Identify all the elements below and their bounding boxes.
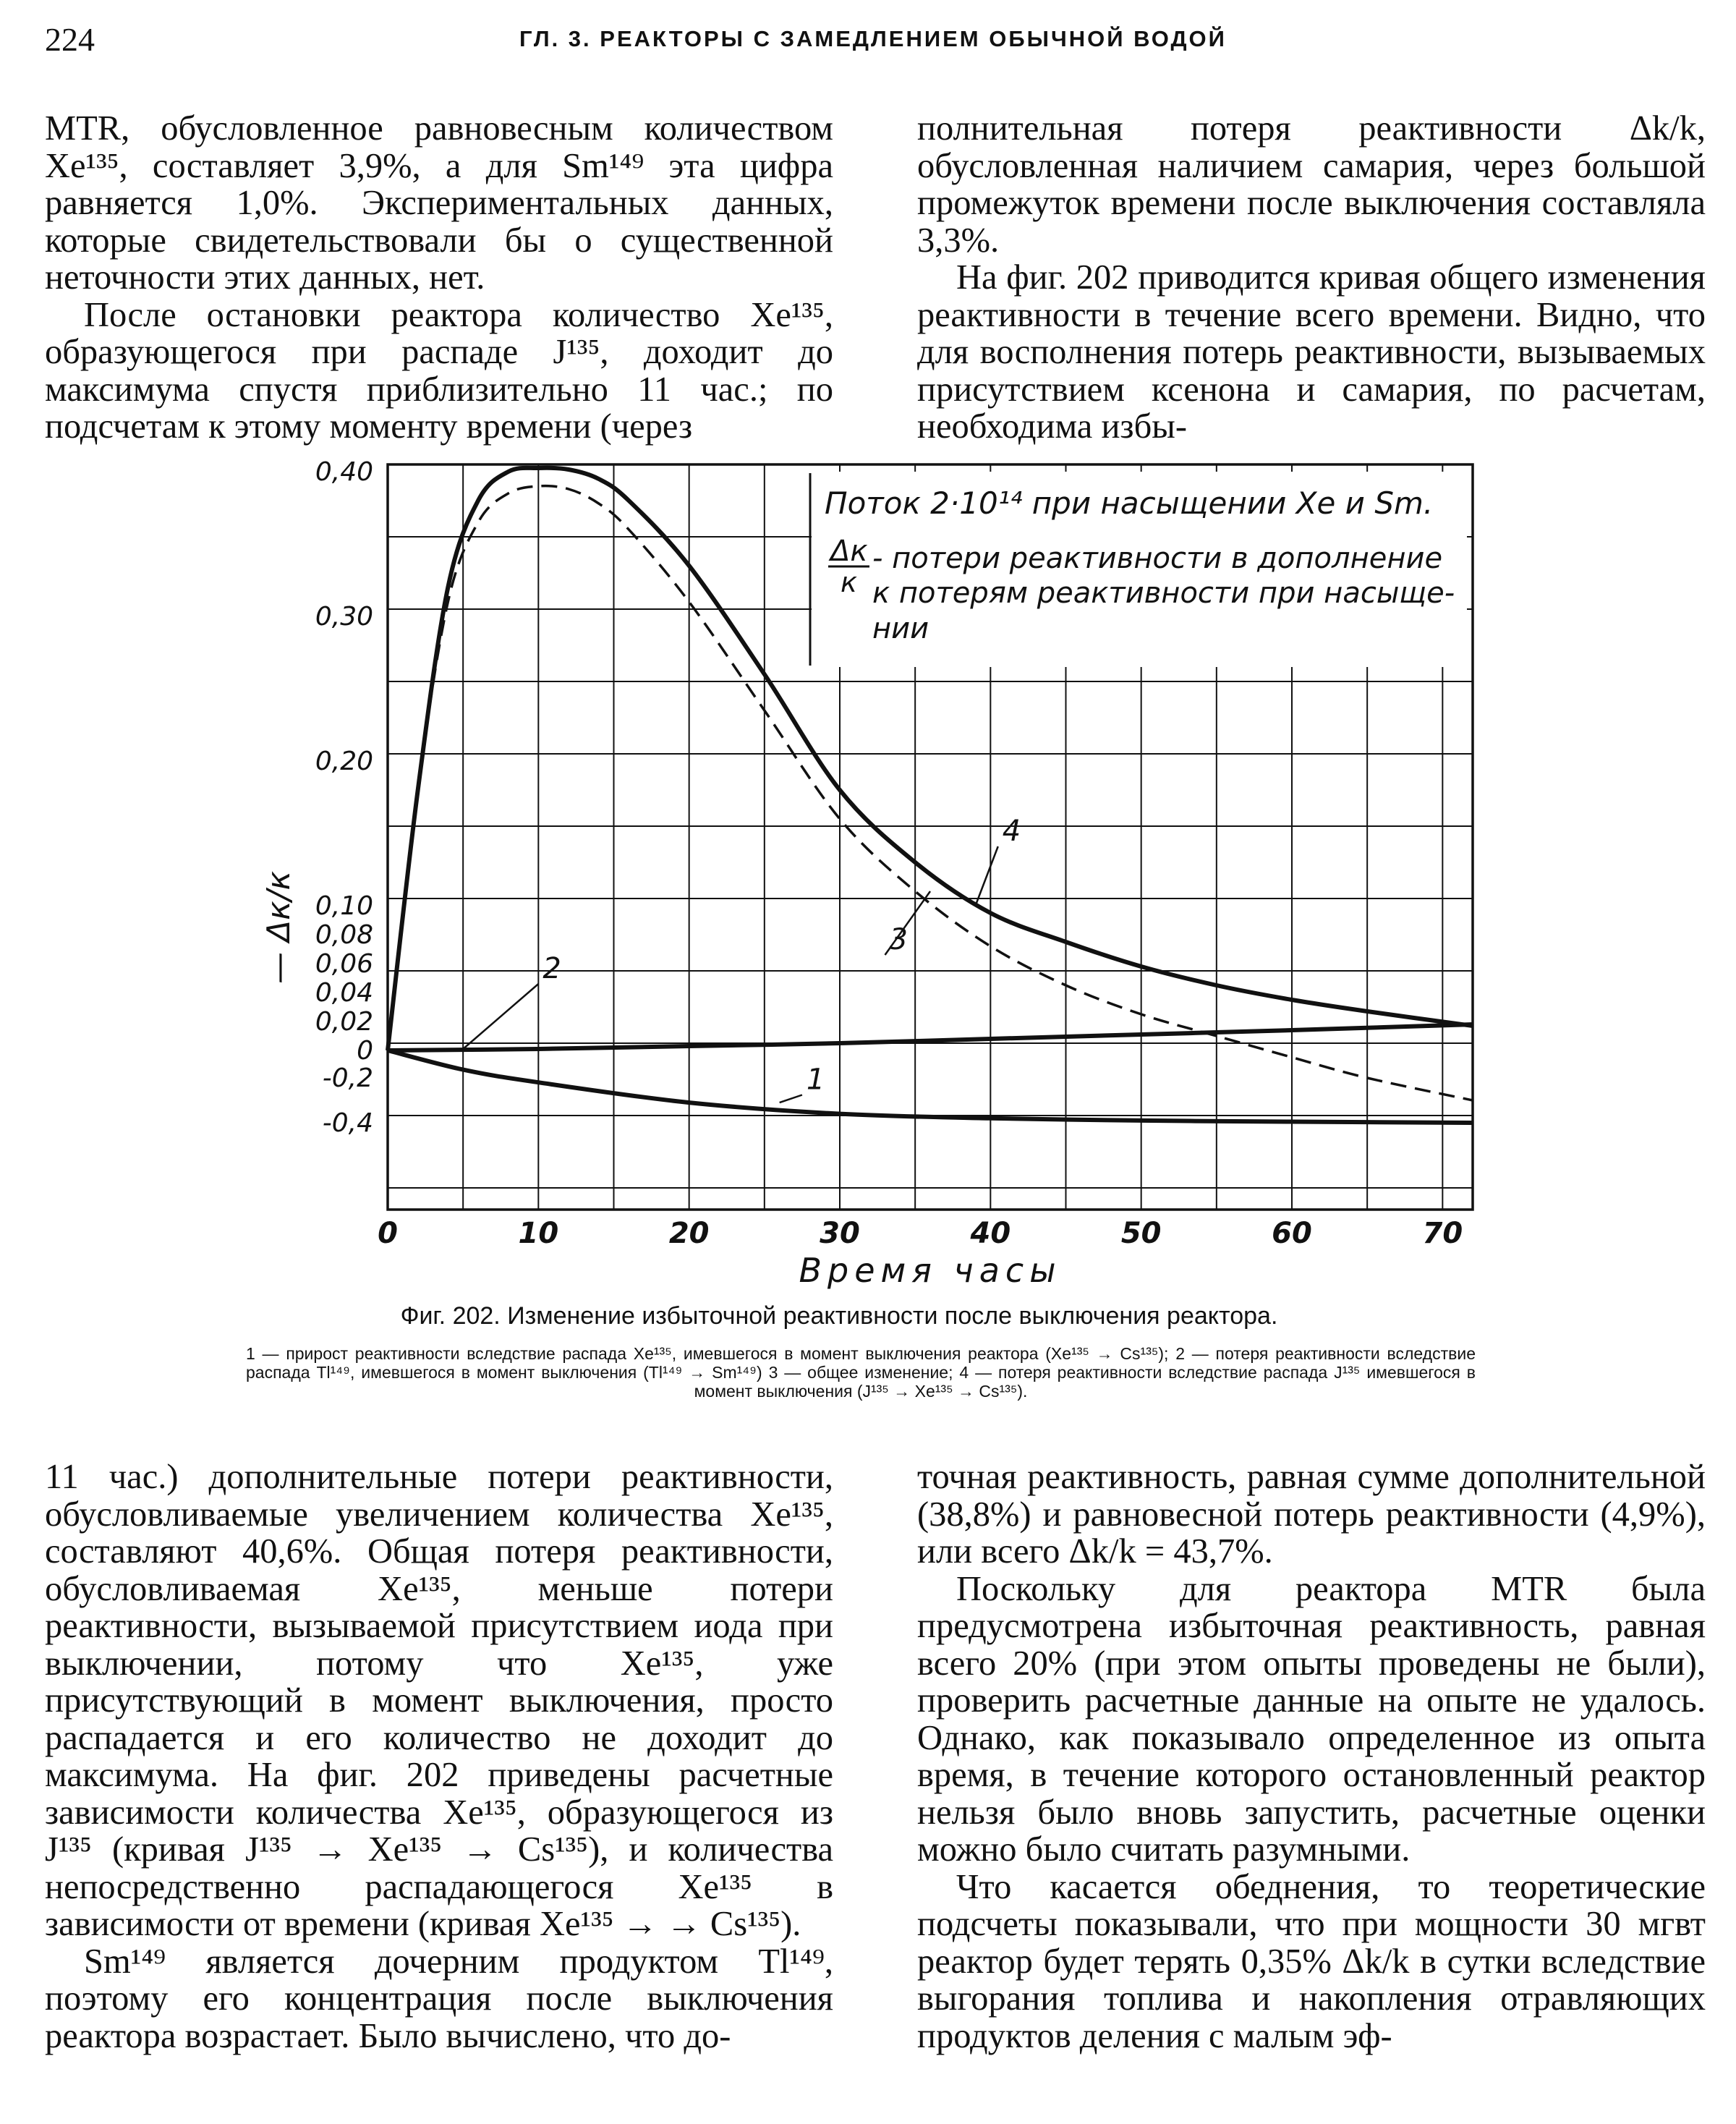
x-tick-label: 0 [378, 1217, 398, 1250]
y-tick-label: -0,4 [322, 1108, 373, 1138]
y-tick-label: 0,06 [315, 949, 373, 979]
paragraph: Что касается обеднения, то теоретические подсчеты показывали, что при мощности 30 мгвт реактор будет терять 0,35% Δk/k в сутки вследствие выгорания топлива и накопления отравляющих продуктов деления с малым эф- [917, 1867, 1706, 2055]
reactivity-chart [246, 449, 1519, 1295]
paragraph: точная реактивность, равная сумме дополнительной (38,8%) и равновесной потерь реактивности (4,9%), или всего Δk/k = 43,7%. [917, 1458, 1706, 1571]
y-tick-label: 0,04 [315, 978, 373, 1008]
paragraph: 11 час.) дополнительные потери реактивности, обусловливаемые увеличением количества Xe¹³⁵, составляют 40,6%. Общая потеря реактивности, обусловливаемая Xe¹³⁵, меньше потери реактивности, вызываемой присутствием иода при выключении, потому что Xe¹³⁵, уже присутствующий в момент выключения, просто распадается и его количество не доходит до максимума. На фиг. 202 приведены расчетные зависимости количества Xe¹³⁵, образующегося из J¹³⁵ (кривая J¹³⁵ → Xe¹³⁵ → Cs¹³⁵), и количества непосредственно распадающегося Xe¹³⁵ в зависимости от времени (кривая Xe¹³⁵ → → Cs¹³⁵). [45, 1458, 833, 1943]
series-2-label: 2 [542, 952, 561, 985]
series-4-leader [976, 846, 998, 906]
column-top-right [917, 110, 1706, 446]
page-header [45, 20, 1701, 64]
y-axis-ticks [315, 457, 373, 1138]
y-tick-label: 0,40 [315, 457, 373, 487]
column-top-left [45, 110, 833, 446]
y-tick-label: 0,02 [315, 1007, 373, 1037]
page-number: 224 [45, 21, 95, 58]
x-axis-label: Время часы [799, 1251, 1062, 1290]
x-tick-label: 20 [668, 1217, 710, 1250]
series-3-label: 3 [889, 923, 908, 956]
paragraph: Sm¹⁴⁹ является дочерним продуктом Tl¹⁴⁹, поэтому его концентрация после выключения реактора возрастает. Было вычислено, что до- [45, 1942, 833, 2055]
paragraph: MTR, обусловленное равновесным количеством Xe¹³⁵, составляет 3,9%, а для Sm¹⁴⁹ эта цифра равняется 1,0%. Экспериментальных данных, которые свидетельствовали бы о существенной неточности этих данных, нет. [45, 109, 833, 297]
column-bottom-left [45, 1458, 833, 2055]
x-axis-ticks [378, 1217, 1463, 1250]
paragraph: На фиг. 202 приводится кривая общего изменения реактивности в течение всего времени. Видно, что для восполнения потерь реактивности, вызываемых присутствием ксенона и самария, по расчетам, необходима избы- [917, 258, 1706, 446]
series-1-label: 1 [806, 1063, 825, 1097]
x-tick-label: 70 [1422, 1217, 1463, 1250]
x-tick-label: 40 [970, 1217, 1011, 1250]
figure-202 [246, 449, 1519, 1295]
box-frac-numerator: Δк [830, 535, 868, 568]
box-line-3: к потерям реактивности при насыще- [872, 577, 1455, 610]
series-2-leader [463, 984, 538, 1049]
paragraph: После остановки реактора количество Xe¹³⁵, образующегося при распаде J¹³⁵, доходит до максимума спустя приблизительно 11 час.; по подсчетам к этому моменту времени (через [45, 295, 833, 446]
box-frac-denominator: к [841, 566, 857, 598]
column-bottom-right [917, 1458, 1706, 2055]
y-tick-label: 0,20 [315, 747, 373, 776]
box-line-4: нии [872, 612, 929, 645]
paragraph: полнительная потеря реактивности Δk/k, обусловленная наличием самария, через большой промежуток времени после выключения составляла 3,3%. [917, 109, 1706, 260]
y-tick-label: 0,30 [315, 602, 373, 632]
x-tick-label: 50 [1120, 1217, 1162, 1250]
y-tick-label: 0,08 [315, 920, 373, 950]
box-line-2: - потери реактивности в дополнение [872, 542, 1443, 575]
figure-caption: Фиг. 202. Изменение избыточной реактивности после выключения реактора. [400, 1302, 1278, 1330]
paragraph: Поскольку для реактора MTR была предусмотрена избыточная реактивность, равная всего 20% (при этом опыты проведены не были), проверить расчетные данные на опыте не удалось. Однако, как показывало определенное из опыта время, в течение которого остановленный реактор нельзя было вновь запустить, расчетные оценки можно было считать разумными. [917, 1569, 1706, 1869]
box-line-1: Поток 2·10¹⁴ при насыщении Xe и Sm. [825, 485, 1434, 521]
series-2-line [388, 1024, 1473, 1050]
x-tick-label: 60 [1272, 1217, 1312, 1250]
running-title: ГЛ. 3. РЕАКТОРЫ С ЗАМЕДЛЕНИЕМ ОБЫЧНОЙ ВОДОЙ [519, 26, 1227, 51]
series-4-label: 4 [1002, 815, 1021, 848]
y-tick-label: 0,10 [315, 891, 373, 921]
y-tick-label: 0 [357, 1036, 373, 1066]
figure-legend: 1 — прирост реактивности вследствие распада Xe¹³⁵, имевшегося в момент выключения реактора (Xe¹³⁵ → Cs¹³⁵); 2 — потеря реактивности вследствие распада Tl¹⁴⁹, имевшегося в момент выключения (Tl¹⁴⁹ → Sm¹⁴⁹) 3 — общее изменение; 4 — потеря реактивности вследствие распада J¹³⁵ имевшегося в момент выключения (J¹³⁵ → Xe¹³⁵ → Cs¹³⁵). [246, 1344, 1476, 1401]
y-axis-label: — Δк/к [260, 870, 297, 984]
y-tick-label: -0,2 [322, 1063, 373, 1093]
x-tick-label: 30 [820, 1217, 860, 1250]
x-tick-label: 10 [518, 1217, 559, 1250]
series-1-leader [780, 1095, 802, 1103]
